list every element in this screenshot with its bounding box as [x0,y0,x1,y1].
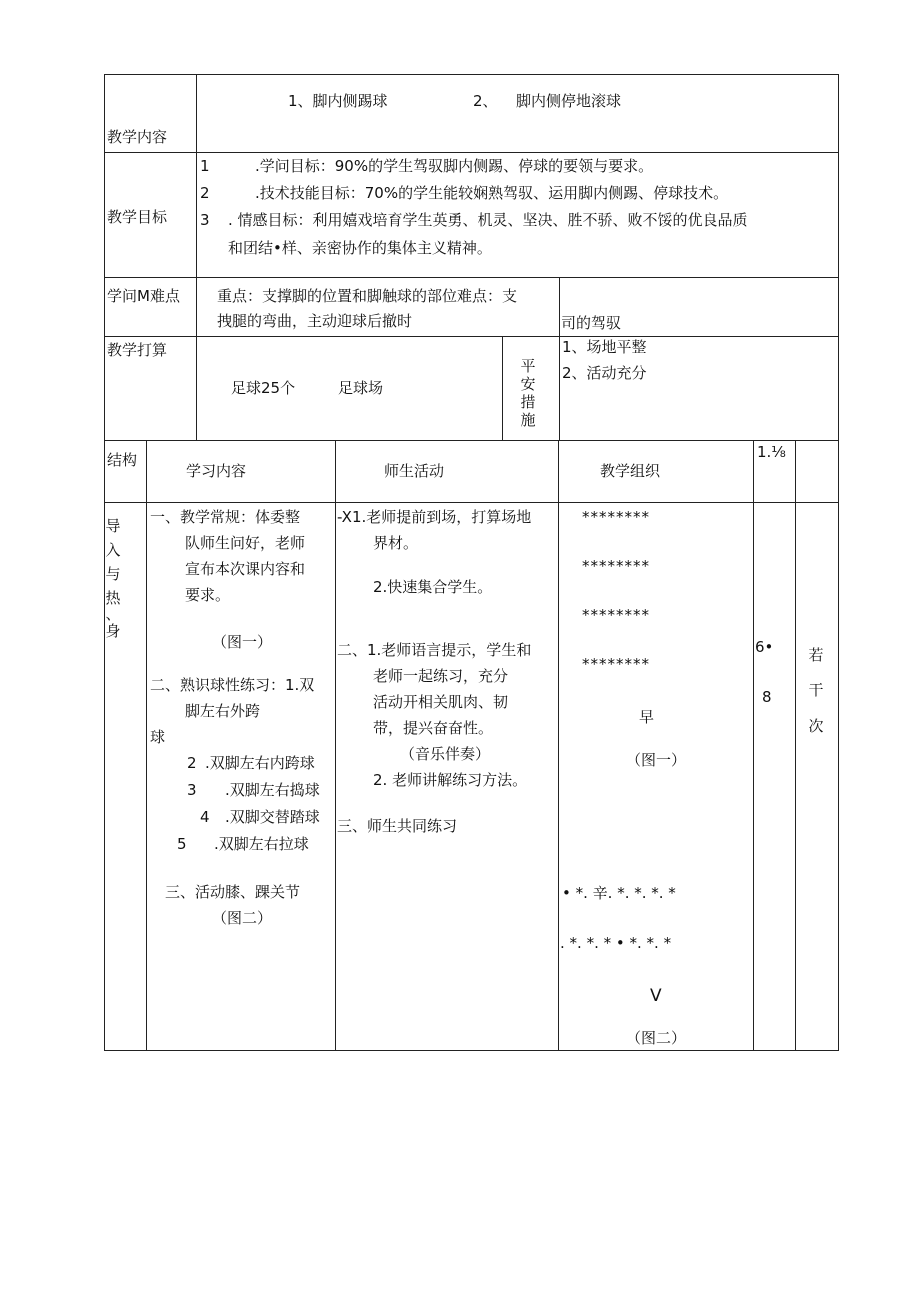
keypoints-label: 学问M难点 [107,287,180,305]
activity-col-divider [558,440,559,1051]
prep-divider-b [559,336,560,441]
safety-2: 2、活动充分 [562,364,647,382]
content-item-1: 1、脚内侧踢球 [288,92,388,110]
content-col-divider [335,440,336,1051]
learn-routine-4: 要求。 [185,586,231,604]
prep-divider-a [502,336,503,441]
learn-routine-3: 宣布本次课内容和 [185,560,306,578]
learn-routine-1: 一、教学常规：体委整 [150,508,301,526]
content-label: 教学内容 [107,128,168,146]
learn-figure-2: （图二） [212,909,273,927]
repetitions: 若 干 次 [808,646,824,735]
teacher-marker: 早 [639,708,655,726]
header-structure: 结构 [107,451,138,469]
prep-label: 教学打算 [107,341,168,359]
activity-8: （音乐伴奏） [400,745,491,763]
row-divider-3 [104,336,839,337]
objective-3: . 情感目标：利用嬉戏培育学生英勇、机灵、坚决、胜不骄、败不馁的优良品质 [228,211,748,229]
activity-9: 2. 老师讲解练习方法。 [373,771,528,789]
prep-equipment: 足球25个 [231,379,296,397]
objectives-label: 教学目标 [107,208,168,226]
learn-ball-num-4: 4 [200,808,210,826]
row-divider-2 [104,277,839,278]
content-item-2-number: 2、 [473,92,498,110]
organization-col-divider [753,440,754,1051]
objective-1: .学问目标：90%的学生驾驭脚内侧踢、停球的要领与要求。 [255,157,654,175]
time-value-2: 8 [762,688,772,706]
prep-venue: 足球场 [338,379,384,397]
keypoints-right: 司的驾驭 [561,314,622,332]
activity-6: 活动开相关肌肉、韧 [373,693,509,711]
header-activity: 师生活动 [384,462,445,480]
organization-figure-2: （图二） [626,1029,687,1047]
learn-ball-7: .双脚左右拉球 [214,835,309,853]
safety-label: 平 安 措 施 [520,357,536,429]
circle-formation-2: . *. *. * • *. *. * [560,934,672,952]
table-border-top [104,74,839,75]
objective-3-cont: 和团结•样、亲密协作的集体主义精神。 [228,239,492,257]
formation-row-4: ******** [582,655,650,673]
row-divider-4 [104,440,839,441]
header-time: 1.⅛ [757,443,786,461]
activity-5: 老师一起练习，充分 [373,667,509,685]
learn-ball-3: 球 [150,728,166,746]
keypoints-line-2: 拽腿的弯曲，主动迎球后撤时 [217,312,413,330]
activity-1: -X1.老师提前到场，打算场地 [337,508,532,526]
content-item-2: 脚内侧停地滚球 [516,92,622,110]
learn-ball-1: 二、熟识球性练习：1.双 [150,676,315,694]
learn-ball-2: 脚左右外跨 [185,702,261,720]
learn-routine-2: 队师生问好，老师 [185,534,306,552]
row-divider-5 [104,502,839,503]
table-border-right [838,74,839,1051]
learn-ball-num-3: 3 [187,781,197,799]
objective-number-2: 2 [200,184,210,202]
formation-row-3: ******** [582,606,650,624]
time-value-1: 6• [755,638,774,656]
formation-row-1: ******** [582,508,650,526]
objective-2: .技术技能目标：70%的学生能较娴熟驾驭、运用脚内侧踢、停球技术。 [255,184,729,202]
time-col-divider [795,440,796,1051]
learn-ball-num-5: 5 [177,835,187,853]
activity-3: 2.快速集合学生。 [373,578,493,596]
section-structure: 导 入 与 热 、 身 [105,517,121,640]
activity-7: 带，提兴奋奋性。 [373,719,494,737]
learn-ball-6: .双脚交替踏球 [225,808,320,826]
activity-4: 二、1.老师语言提示，学生和 [337,641,532,659]
organization-figure-1: （图一） [626,751,687,769]
keypoints-line-1: 重点：支撑脚的位置和脚触球的部位难点：支 [217,287,518,305]
circle-formation-1: • *. 辛. *. *. *. * [562,884,676,902]
learn-ball-4: .双脚左右内跨球 [205,754,315,772]
learn-ball-5: .双脚左右捣球 [225,781,320,799]
teacher-v-marker: V [650,986,662,1006]
row-divider-1 [104,152,839,153]
activity-2: 界材。 [373,534,419,552]
activity-10: 三、师生共同练习 [337,817,458,835]
objective-number-1: 1 [200,157,210,175]
header-organization: 教学组织 [600,462,661,480]
structure-col-divider [146,440,147,1051]
learn-joints: 三、活动膝、踝关节 [165,883,301,901]
safety-1: 1、场地平整 [562,338,647,356]
label-col-divider [196,74,197,441]
learn-ball-num-2: 2 [187,754,197,772]
header-content: 学习内容 [186,462,247,480]
formation-row-2: ******** [582,557,650,575]
table-border-bottom [104,1050,839,1051]
keypoint-right-divider [559,277,560,337]
objective-number-3: 3 [200,211,210,229]
learn-figure-1: （图一） [212,633,273,651]
